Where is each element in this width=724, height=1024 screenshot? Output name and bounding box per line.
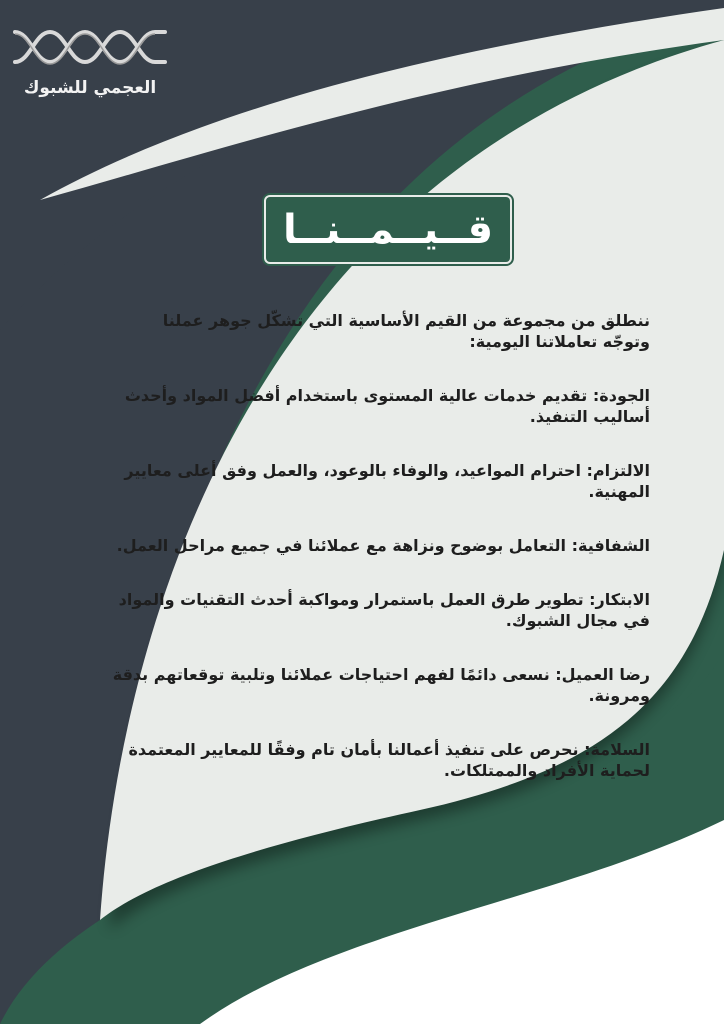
chain-link-fence-icon — [10, 22, 170, 72]
value-commitment: الالتزام: احترام المواعيد، والوفاء بالوعود، والعمل وفق أعلى معايير المهنية. — [124, 461, 650, 501]
page-title: قــيــمــنــا — [282, 206, 494, 253]
logo-text: العجمي للشبوك — [23, 78, 157, 98]
value-transparency: الشفافية: التعامل بوضوح ونزاهة مع عملائنا في جميع مراحل العمل. — [116, 536, 650, 555]
value-customer-satisfaction: رضا العميل: نسعى دائمًا لفهم احتياجات عملائنا وتلبية توقعاتهم بدقة ومرونة. — [112, 665, 650, 705]
intro-paragraph: ننطلق من مجموعة من القيم الأساسية التي تشكّل جوهر عملنا وتوجّه تعاملاتنا اليومية: — [162, 311, 650, 351]
value-quality: الجودة: تقديم خدمات عالية المستوى باستخدام أفضل المواد وأحدث أساليب التنفيذ. — [124, 386, 650, 426]
values-content — [110, 310, 650, 814]
company-logo — [10, 22, 170, 112]
title-banner — [266, 197, 510, 262]
value-innovation: الابتكار: تطوير طرق العمل باستمرار ومواكبة أحدث التقنيات والمواد في مجال الشبوك. — [118, 590, 650, 630]
value-safety: السلامة: نحرص على تنفيذ أعمالنا بأمان تام وفقًا للمعايير المعتمدة لحماية الأفراد والممتلكات. — [128, 740, 650, 780]
